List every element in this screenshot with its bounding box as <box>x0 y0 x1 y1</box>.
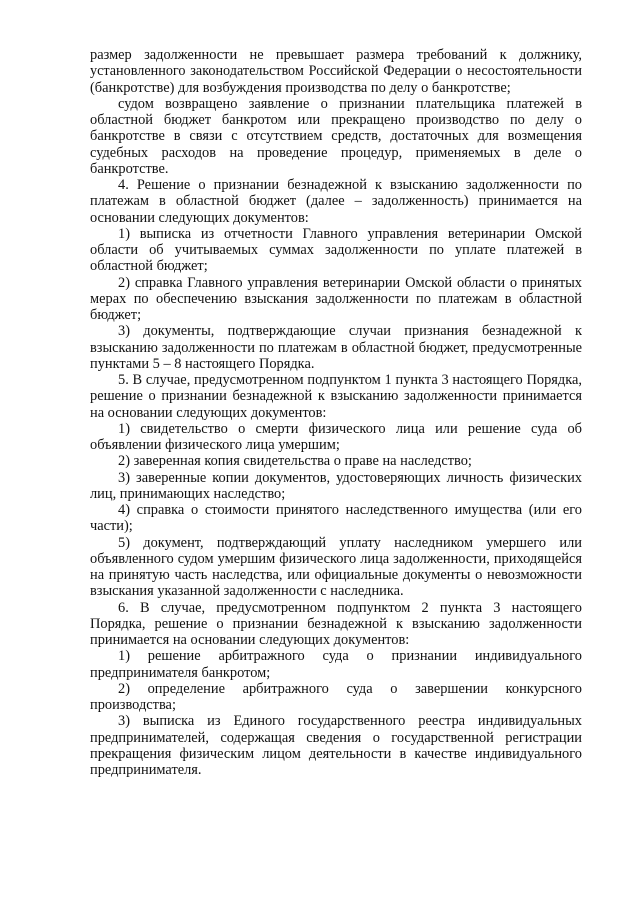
document-page <box>90 47 582 778</box>
text-line: предпринимателя банкротом; <box>90 664 271 681</box>
text-line: судебных расходов на проведение процедур, применяемых в деле о <box>90 144 582 161</box>
paragraph <box>90 177 582 226</box>
text-line: установленного законодательством Российской Федерации о несостоятельности <box>90 63 582 80</box>
paragraph <box>90 323 582 372</box>
text-line: бюджет; <box>90 307 142 323</box>
paragraph <box>90 372 582 421</box>
text-line: областной бюджет банкротом или прекращено производство по делу о <box>90 112 582 128</box>
paragraph <box>90 535 582 600</box>
text-line: пунктами 5 – 8 настоящего Порядка. <box>90 355 315 372</box>
text-line: (банкротстве) для возбуждения производства по делу о банкротстве; <box>90 79 511 96</box>
text-line: областной бюджет; <box>90 258 208 275</box>
paragraph <box>90 421 582 454</box>
text-line: прекращения физическим лицом деятельности в качестве индивидуального <box>90 745 582 762</box>
text-line: 1) решение арбитражного суда о признании индивидуального <box>118 648 582 665</box>
text-line: принимается на основании следующих документов: <box>90 632 410 648</box>
paragraph <box>90 713 582 778</box>
text-line: 4) справка о стоимости принятого наследственного имущества (или его <box>118 502 582 518</box>
text-line: размер задолженности не превышает размера требований к должнику, <box>90 47 582 63</box>
text-line: взыскания указанной задолженности с наследника. <box>90 583 404 600</box>
paragraph <box>90 226 582 275</box>
paragraph <box>90 502 582 535</box>
paragraph <box>90 648 582 681</box>
text-line: банкротстве в связи с отсутствием средств, достаточных для возмещения <box>90 128 582 145</box>
text-line: основании следующих документов: <box>90 209 309 226</box>
text-line: Порядка, решение о признании безнадежной к взысканию задолженности <box>90 615 582 632</box>
paragraph <box>90 96 582 177</box>
text-line: 1) свидетельство о смерти физического лица или решение суда об <box>118 420 582 437</box>
text-line: 6. В случае, предусмотренном подпунктом 2 пункта 3 настоящего <box>118 599 582 616</box>
text-line: 3) выписка из Единого государственного реестра индивидуальных <box>118 713 582 730</box>
text-line: предпринимателя. <box>90 762 202 778</box>
text-line: объявленного судом умершим физического лица задолженности, приходящейся <box>90 550 582 567</box>
text-line: объявлении физического лица умершим; <box>90 437 340 453</box>
text-line: взысканию задолженности по платежам в областной бюджет, предусмотренные <box>90 339 582 356</box>
paragraph <box>90 47 582 96</box>
text-line: 3) заверенные копии документов, удостоверяющих личность физических <box>118 469 582 486</box>
text-line: на принятую часть наследства, или официальные документы о невозможности <box>90 567 582 583</box>
text-line: 1) выписка из отчетности Главного управления ветеринарии Омской <box>118 225 582 242</box>
text-line: области об учитываемых суммах задолженности по уплате платежей в <box>90 242 582 258</box>
text-line: части); <box>90 518 133 535</box>
text-line: на основании следующих документов: <box>90 404 327 421</box>
text-line: судом возвращено заявление о признании плательщика платежей в <box>118 95 582 112</box>
text-line: 5. В случае, предусмотренном подпунктом 1 пункта 3 настоящего Порядка, <box>118 372 582 388</box>
text-line: 3) документы, подтверждающие случаи признания безнадежной к <box>118 323 582 340</box>
text-line: 2) определение арбитражного суда о завершении конкурсного <box>118 680 582 697</box>
paragraph <box>90 453 582 469</box>
text-line: производства; <box>90 697 176 713</box>
text-line: 2) справка Главного управления ветеринарии Омской области о принятых <box>118 274 582 291</box>
text-line: мерах по обеспечению взыскания задолженности по платежам в областной <box>90 290 582 307</box>
paragraph <box>90 600 582 649</box>
text-line: предпринимателей, содержащая сведения о государственной регистрации <box>90 729 582 746</box>
text-line: лиц, принимающих наследство; <box>90 485 286 502</box>
text-line: решение о признании безнадежной к взысканию задолженности принимается <box>90 388 582 405</box>
text-line: 5) документ, подтверждающий уплату наследником умершего или <box>118 534 582 551</box>
text-line: 2) заверенная копия свидетельства о праве на наследство; <box>118 453 472 470</box>
text-line: платежам в областной бюджет (далее – задолженность) принимается на <box>90 193 582 210</box>
text-line: банкротстве. <box>90 160 169 177</box>
paragraph <box>90 275 582 324</box>
paragraph <box>90 470 582 503</box>
text-line: 4. Решение о признании безнадежной к взысканию задолженности по <box>118 177 582 193</box>
paragraph <box>90 681 582 714</box>
